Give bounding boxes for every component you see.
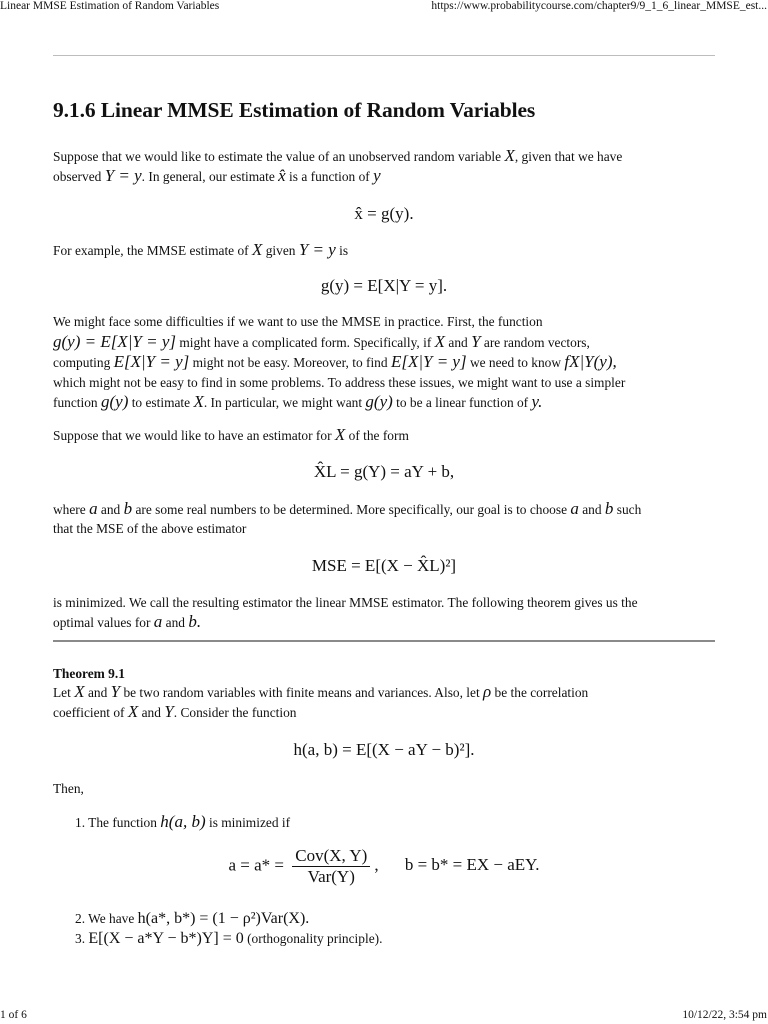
- equation-mse: MSE = E[(X − X̂L)²]: [311, 556, 457, 575]
- then-text: Then,: [53, 781, 84, 796]
- theorem-item-3: 3. E[(X − a*Y − b*)Y] = 0 (orthogonality principle).: [75, 930, 383, 947]
- theorem-item-1: 1. The function h(a, b) is minimized if: [75, 812, 291, 831]
- paragraph-example: For example, the MMSE estimate of X given Y = y is: [53, 240, 349, 259]
- theorem-item-2: 2. We have h(a*, b*) = (1 − ρ²)Var(X).: [75, 910, 310, 927]
- equation-linear-estimator: X̂L = g(Y) = aY + b,: [313, 462, 455, 481]
- equation-optimal-ab: a = a* = $\frac{\text{Cov(X, Y)}}{\text{Var(Y)}}$ , b = b* = EX − aEY.: [228, 846, 540, 886]
- covariance-fraction: $\frac{\text{Cov(X, Y)}}{\text{Var(Y)}}$: [292, 846, 370, 887]
- paragraph-estimator-form: Suppose that we would like to have an estimator for X of the form: [53, 425, 409, 444]
- paragraph-intro: Suppose that we would like to estimate the value of an unobserved random variable X, given that we have observed Y = y. In general, our estimate x̂ is a function of y: [53, 146, 623, 185]
- theorem-divider: [53, 640, 715, 642]
- equation-h: h(a, b) = E[(X − aY − b)²].: [293, 740, 475, 759]
- print-datetime: 10/12/22, 3:54 pm: [682, 1009, 767, 1021]
- browser-url[interactable]: https://www.probabilitycourse.com/chapter9/9_1_6_linear_MMSE_est...: [431, 0, 767, 12]
- section-title: 9.1.6 Linear MMSE Estimation of Random Variables: [53, 98, 536, 122]
- top-divider: [53, 55, 715, 56]
- paragraph-where: where a and b are some real numbers to be determined. More specifically, our goal is to choose a and b such that the MSE of the above estimator: [53, 499, 642, 536]
- theorem-title: Theorem 9.1: [53, 666, 125, 681]
- equation-mmse: g(y) = E[X|Y = y].: [320, 276, 448, 295]
- paragraph-difficulties: We might face some difficulties if we want to use the MMSE in practice. First, the function g(y) = E[X|Y = y] might have a complicated form. Specifically, if X and Y are random vectors, computing E[X|Y = y] might not be easy. Moreover, to find E[X|Y = y] we need to know fX|Y(y), which might not be easy to find in some problems. To address these issues, we might want to use a simpler function g(y) to estimate X. In particular, we might want g(y) to be a linear function of y.: [53, 314, 626, 411]
- paragraph-minimized: is minimized. We call the resulting estimator the linear MMSE estimator. The following theorem gives us the optimal values for a and b.: [53, 595, 638, 631]
- equation-xhat: x̂ = g(y).: [354, 204, 414, 223]
- theorem-block: Theorem 9.1 Let X and Y be two random variables with finite means and variances. Also, let ρ be the correlation coefficient of X and Y. Consider the function: [53, 666, 715, 722]
- browser-page-title: Linear MMSE Estimation of Random Variables: [0, 0, 220, 12]
- page-count: 1 of 6: [0, 1009, 27, 1021]
